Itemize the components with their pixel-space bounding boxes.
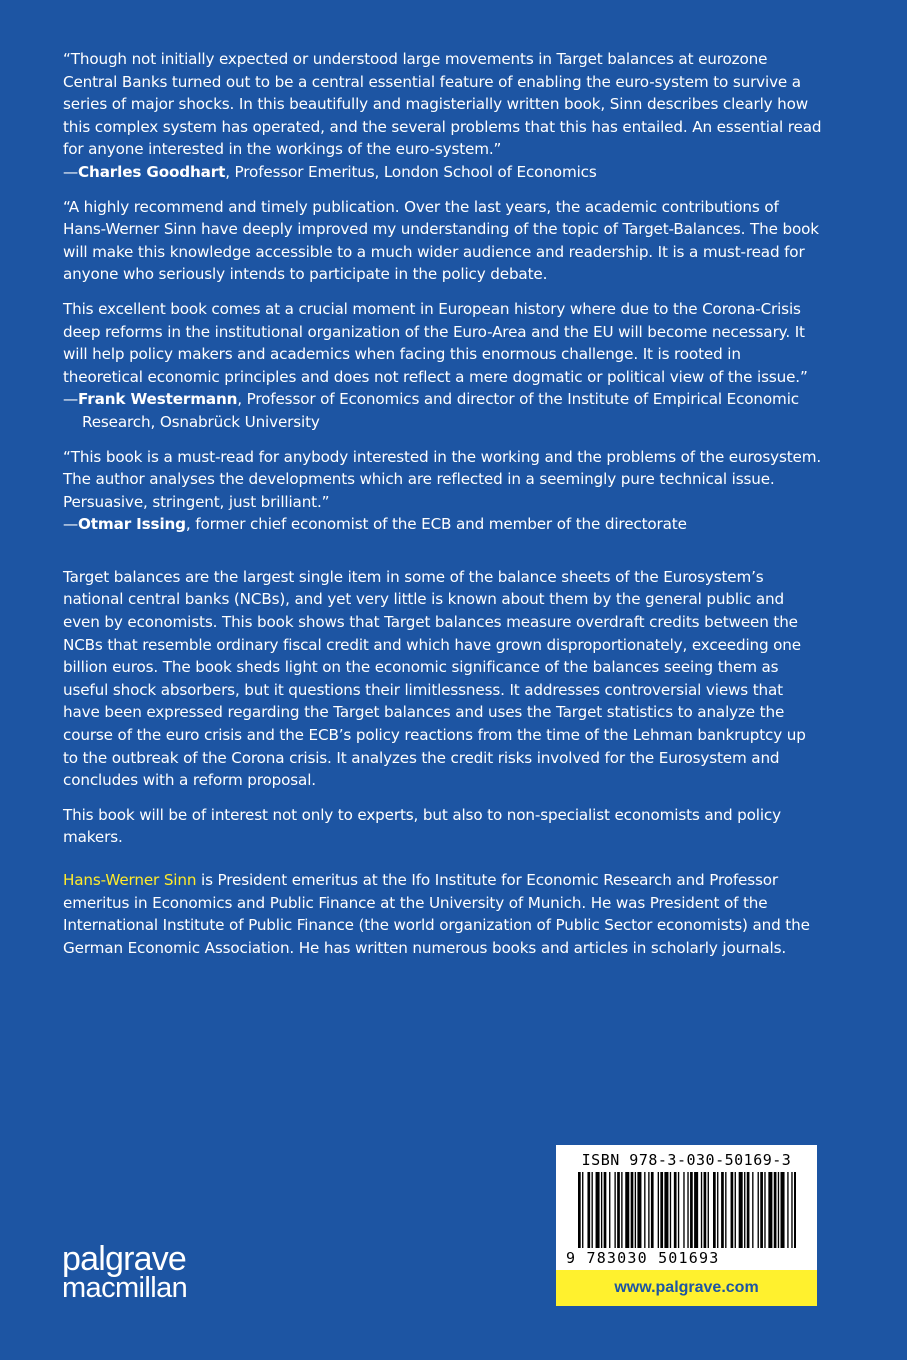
barcode-stripe [708,1172,709,1248]
review-attribution: —Frank Westermann, Professor of Economics and director of the Institute of Empirical Economic Research, Osnabrück University [63,390,799,431]
barcode-stripe [731,1172,734,1248]
barcode-stripe [578,1172,581,1248]
isbn-label: ISBN 978-3-030-50169-3 [581,1151,792,1169]
barcode-stripe [721,1172,724,1248]
barcode-stripe [713,1172,716,1248]
barcode-stripe [764,1172,765,1248]
barcode-stripe [678,1172,679,1248]
barcode-stripe [768,1172,772,1248]
barcode-stripe [596,1172,600,1248]
barcode-stripe [701,1172,702,1248]
barcode-stripe [614,1172,615,1248]
review-attribution: —Otmar Issing, former chief economist of the ECB and member of the directorate [63,515,687,534]
barcode-stripe [660,1172,663,1248]
book-description: Target balances are the largest single item in some of the balance sheets of the Eurosystem’s national central banks (NCBs), and yet very little is known about them by the general public and even by economists. This book shows that Target balances measure overdraft credits between the NCBs that resemble ordinary fiscal credit and which have grown disproportionately, exceeding one billion euros. The book sheds light on the economic significance of the balances seeing them as useful shock absorbers, but it questions their limitlessness. It addresses controversial views that have been expressed regarding the Target balances and uses the Target statistics to analyze the course of the euro crisis and the ECB’s policy reactions from the time of the Lehman bankruptcy up to the outbreak of the Corona crisis. It analyzes the credit risks involved for the Eurosystem and concludes with a reform proposal. [63,567,806,790]
review-westermann-part1 [63,196,823,286]
barcode-stripe [747,1172,750,1248]
barcode-stripe [758,1172,759,1248]
barcode-stripe [752,1172,753,1248]
barcode-stripe [617,1172,620,1248]
review-text: “A highly recommend and timely publication. Over the last years, the academic contributions of Hans-Werner Sinn have deeply improved my understanding of the topic of Target-Balances. The book will make this knowledge accessible to a much wider audience and readership. It is a must-read for anyone who seriously intends to participate in the policy debate. [63,197,819,284]
barcode-stripe [778,1172,779,1248]
barcode-block [556,1145,817,1306]
barcode-stripe [587,1172,590,1248]
barcode-stripe [687,1172,688,1248]
barcode-stripe [683,1172,684,1248]
barcode-stripe [621,1172,622,1248]
barcode-stripe [651,1172,654,1248]
barcode-stripe [694,1172,698,1248]
barcode-stripe [631,1172,634,1248]
barcode-stripe [664,1172,668,1248]
review-text: This excellent book comes at a crucial moment in European history where due to the Corona-Crisis deep reforms in the institutional organization of the Euro-Area and the EU will become necessary. It will help policy makers and academics when facing this enormous challenge. It is rooted in theoretical economic principles and does not reflect a mere dogmatic or political view of the issue.” [63,299,808,386]
barcode-stripe [725,1172,726,1248]
review-issing [63,446,823,536]
barcode-stripe [760,1172,763,1248]
barcode-stripe [582,1172,583,1248]
barcode-stripe [744,1172,745,1248]
barcode-stripe [604,1172,607,1248]
barcode-stripe [781,1172,785,1248]
barcode-digits: 9 783030 501693 [566,1249,720,1267]
audience-note: This book will be of interest not only to experts, but also to non-specialist economists and policy makers. [63,805,781,847]
review-goodhart [63,48,823,184]
barcode-stripe [739,1172,743,1248]
author-bio: Hans-Werner Sinn is President emeritus at the Ifo Institute for Economic Research and Professor emeritus in Economics and Public Finance at the University of Munich. He was President of the International Institute of Public Finance (the world organization of Public Sector economists) and the German Economic Association. He has written numerous books and articles in scholarly journals. [63,871,810,957]
review-westermann-part2 [63,298,823,434]
barcode-stripe [592,1172,593,1248]
review-attribution: —Charles Goodhart, Professor Emeritus, London School of Economics [63,162,597,181]
barcode-stripe [791,1172,792,1248]
review-text: “This book is a must-read for anybody interested in the working and the problems of the eurosystem. The author analyses the developments which are reflected in a seemingly pure technical issue. Persuasive, stringent, just brilliant.” [63,447,822,511]
barcode-bars [578,1172,796,1248]
reviewer-name: Otmar Issing [78,515,186,534]
barcode-stripe [625,1172,629,1248]
barcode-stripe [648,1172,649,1248]
publisher-logo [62,1240,188,1304]
barcode-stripe [717,1172,718,1248]
barcode-stripe [609,1172,610,1248]
barcode-stripe [690,1172,693,1248]
publisher-url[interactable]: www.palgrave.com [556,1270,817,1306]
barcode-stripe [735,1172,736,1248]
barcode-stripe [644,1172,645,1248]
barcode-stripe [670,1172,671,1248]
review-text: “Though not initially expected or understood large movements in Target balances at eurozone Central Banks turned out to be a central essential feature of enabling the euro-system to survive a series of major shocks. In this beautifully and magisterially written book, Sinn describes clearly how this complex system has operated, and the several problems that this has entailed. An essential read for anyone interested in the workings of the euro-system.” [63,50,822,159]
barcode-stripe [774,1172,777,1248]
reviewer-name: Frank Westermann [78,390,238,409]
barcode-stripe [674,1172,677,1248]
back-cover-text [63,48,823,971]
barcode-stripe [635,1172,636,1248]
barcode-stripe [794,1172,796,1248]
barcode-stripe [658,1172,659,1248]
logo-line-1: palgrave [62,1240,187,1278]
logo-line-2: macmillan [62,1272,188,1304]
barcode-stripe [637,1172,641,1248]
author-name: Hans-Werner Sinn [63,871,197,889]
barcode-stripe [787,1172,788,1248]
barcode-stripe [704,1172,707,1248]
reviewer-name: Charles Goodhart [78,162,226,181]
barcode-stripe [601,1172,602,1248]
